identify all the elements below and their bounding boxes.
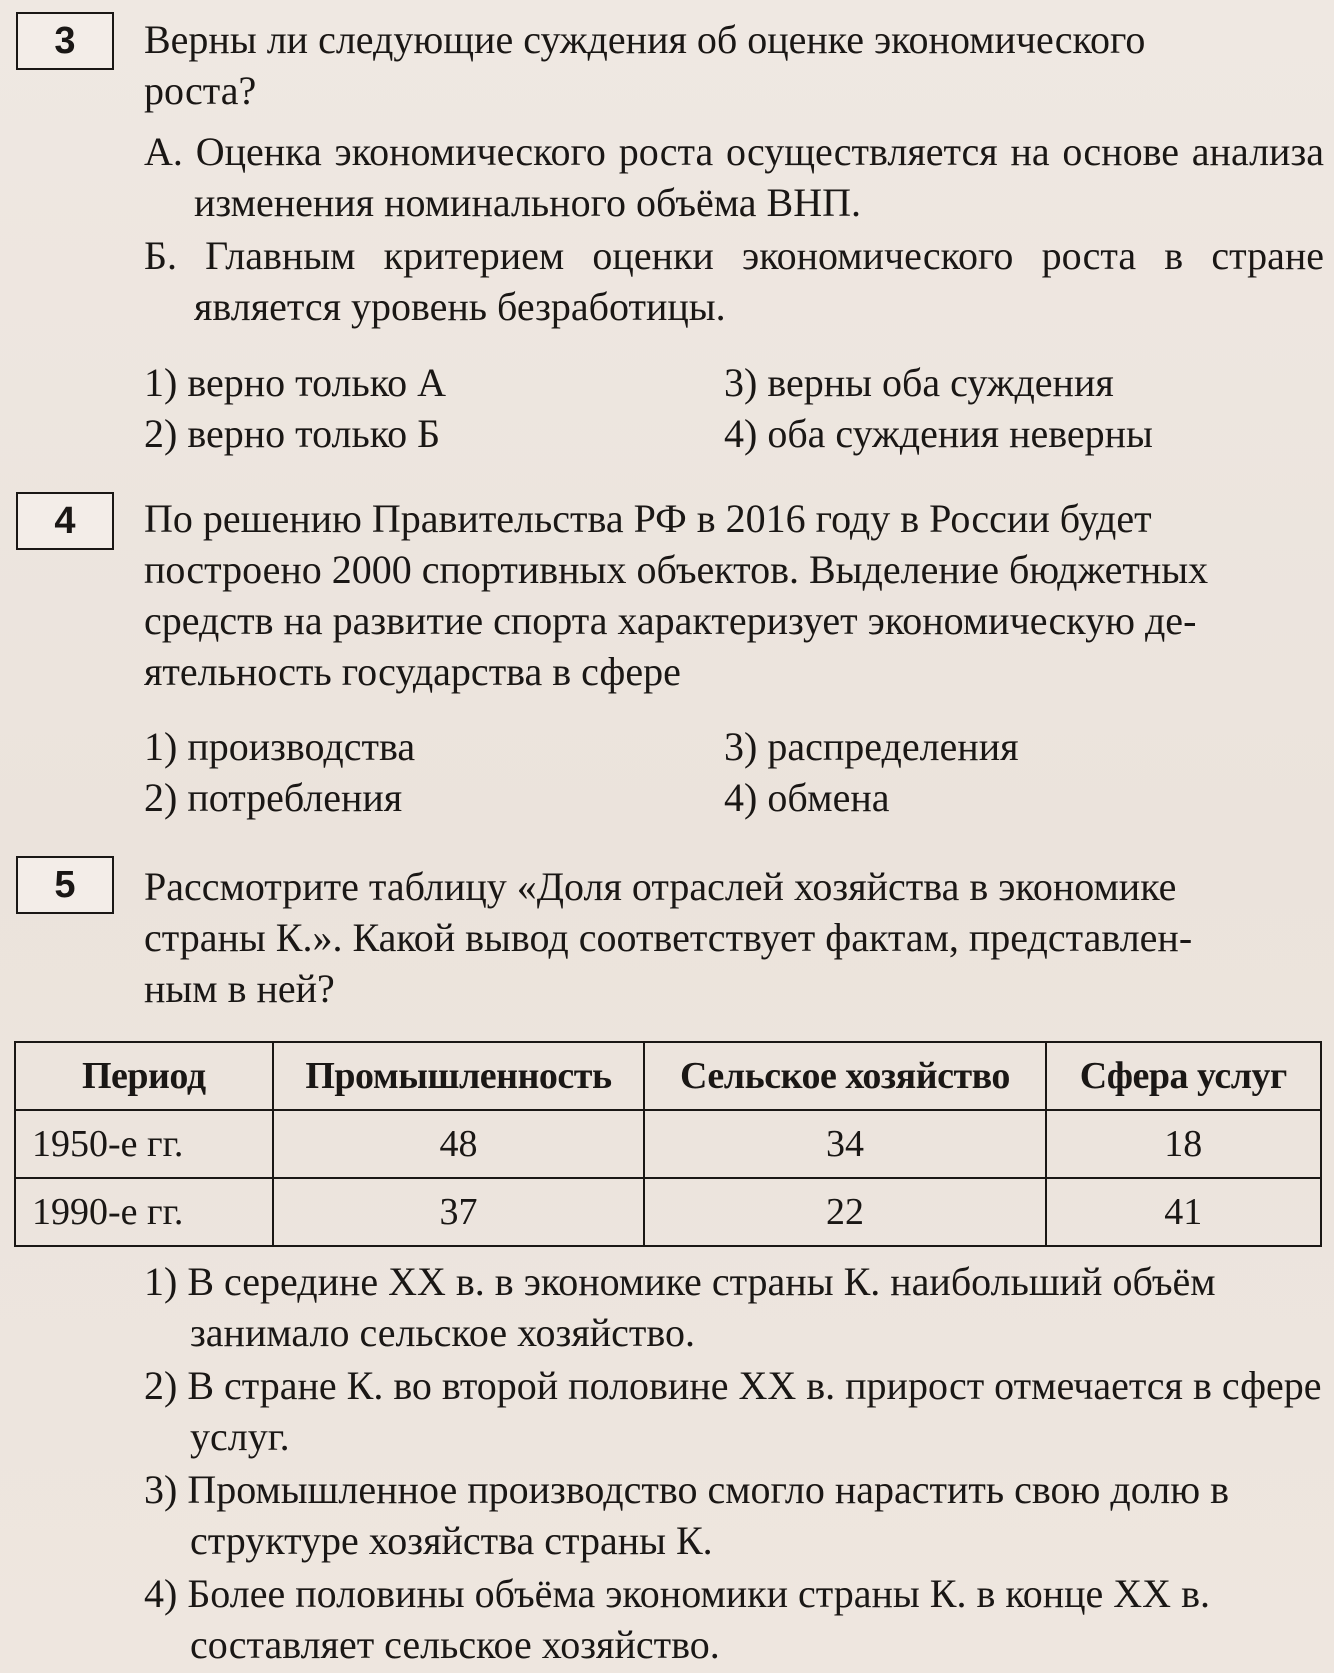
- table-row: [15, 1110, 1321, 1178]
- question-4-line-1: По решению Правительства РФ в 2016 году в России будет: [144, 496, 1152, 541]
- table-cell-services: 18: [1046, 1110, 1321, 1178]
- table-row: [15, 1178, 1321, 1246]
- question-4-option-1[interactable]: 1) производства: [144, 724, 416, 769]
- question-5-option-3[interactable]: 3) Промышленное производство смогло нарастить свою долю в структуре хозяйства страны К.: [144, 1467, 1229, 1563]
- question-5-line-1: Рассмотрите таблицу «Доля отраслей хозяйства в экономике: [144, 864, 1177, 909]
- question-5-option-1[interactable]: 1) В середине XX в. в экономике страны К. наибольший объём занимало сельское хозяйство.: [144, 1259, 1216, 1355]
- table-cell-period: 1950-е гг.: [15, 1110, 273, 1178]
- table-cell-agriculture: 22: [644, 1178, 1045, 1246]
- table-cell-industry: 37: [273, 1178, 645, 1246]
- question-5-option-2[interactable]: 2) В стране К. во второй половине XX в. прирост отмечается в сфере услуг.: [144, 1363, 1322, 1459]
- question-3-option-1[interactable]: 1) верно только А: [144, 360, 447, 405]
- question-3-judgment-b: Б. Главным критерием оценки экономического роста в стране является уровень безработицы.: [144, 233, 1324, 329]
- table-header-row: [15, 1042, 1321, 1110]
- question-3-line-2: роста?: [144, 68, 257, 113]
- question-3-option-4[interactable]: 4) оба суждения неверны: [724, 411, 1153, 456]
- question-5-line-2: страны К.». Какой вывод соответствует фактам, представлен-: [144, 915, 1193, 960]
- question-3-line-1: Верны ли следующие суждения об оценке экономического: [144, 17, 1146, 62]
- question-3-judgment-a: А. Оценка экономического роста осуществляется на основе анализа изменения номинального объёма ВНП.: [144, 129, 1324, 225]
- question-5-text: [144, 861, 1324, 1014]
- table-header-period: Период: [15, 1042, 273, 1110]
- question-4-option-4[interactable]: 4) обмена: [724, 775, 890, 820]
- table-header-services: Сфера услуг: [1046, 1042, 1321, 1110]
- question-5-option-4[interactable]: 4) Более половины объёма экономики страны К. в конце XX в. составляет сельское хозяйство.: [144, 1571, 1210, 1667]
- table-cell-services: 41: [1046, 1178, 1321, 1246]
- question-4-line-4: ятельность государства в сфере: [144, 649, 681, 694]
- question-4-text: [144, 493, 1324, 697]
- question-5-number-box: 5: [16, 856, 114, 914]
- table-header-industry: Промышленность: [273, 1042, 645, 1110]
- economy-sectors-table: [14, 1041, 1322, 1247]
- question-3-option-2[interactable]: 2) верно только Б: [144, 411, 441, 456]
- question-3-text: [144, 14, 1324, 116]
- question-5-line-3: ным в ней?: [144, 966, 335, 1011]
- table-header-agriculture: Сельское хозяйство: [644, 1042, 1045, 1110]
- table-cell-agriculture: 34: [644, 1110, 1045, 1178]
- question-4-number-box: 4: [16, 492, 114, 550]
- question-4-line-2: построено 2000 спортивных объектов. Выделение бюджетных: [144, 547, 1209, 592]
- question-4-line-3: средств на развитие спорта характеризует экономическую де-: [144, 598, 1197, 643]
- question-4-option-2[interactable]: 2) потребления: [144, 775, 403, 820]
- table-cell-period: 1990-е гг.: [15, 1178, 273, 1246]
- question-3-option-3[interactable]: 3) верны оба суждения: [724, 360, 1114, 405]
- table-cell-industry: 48: [273, 1110, 645, 1178]
- question-4-option-3[interactable]: 3) распределения: [724, 724, 1019, 769]
- question-3-number-box: 3: [16, 12, 114, 70]
